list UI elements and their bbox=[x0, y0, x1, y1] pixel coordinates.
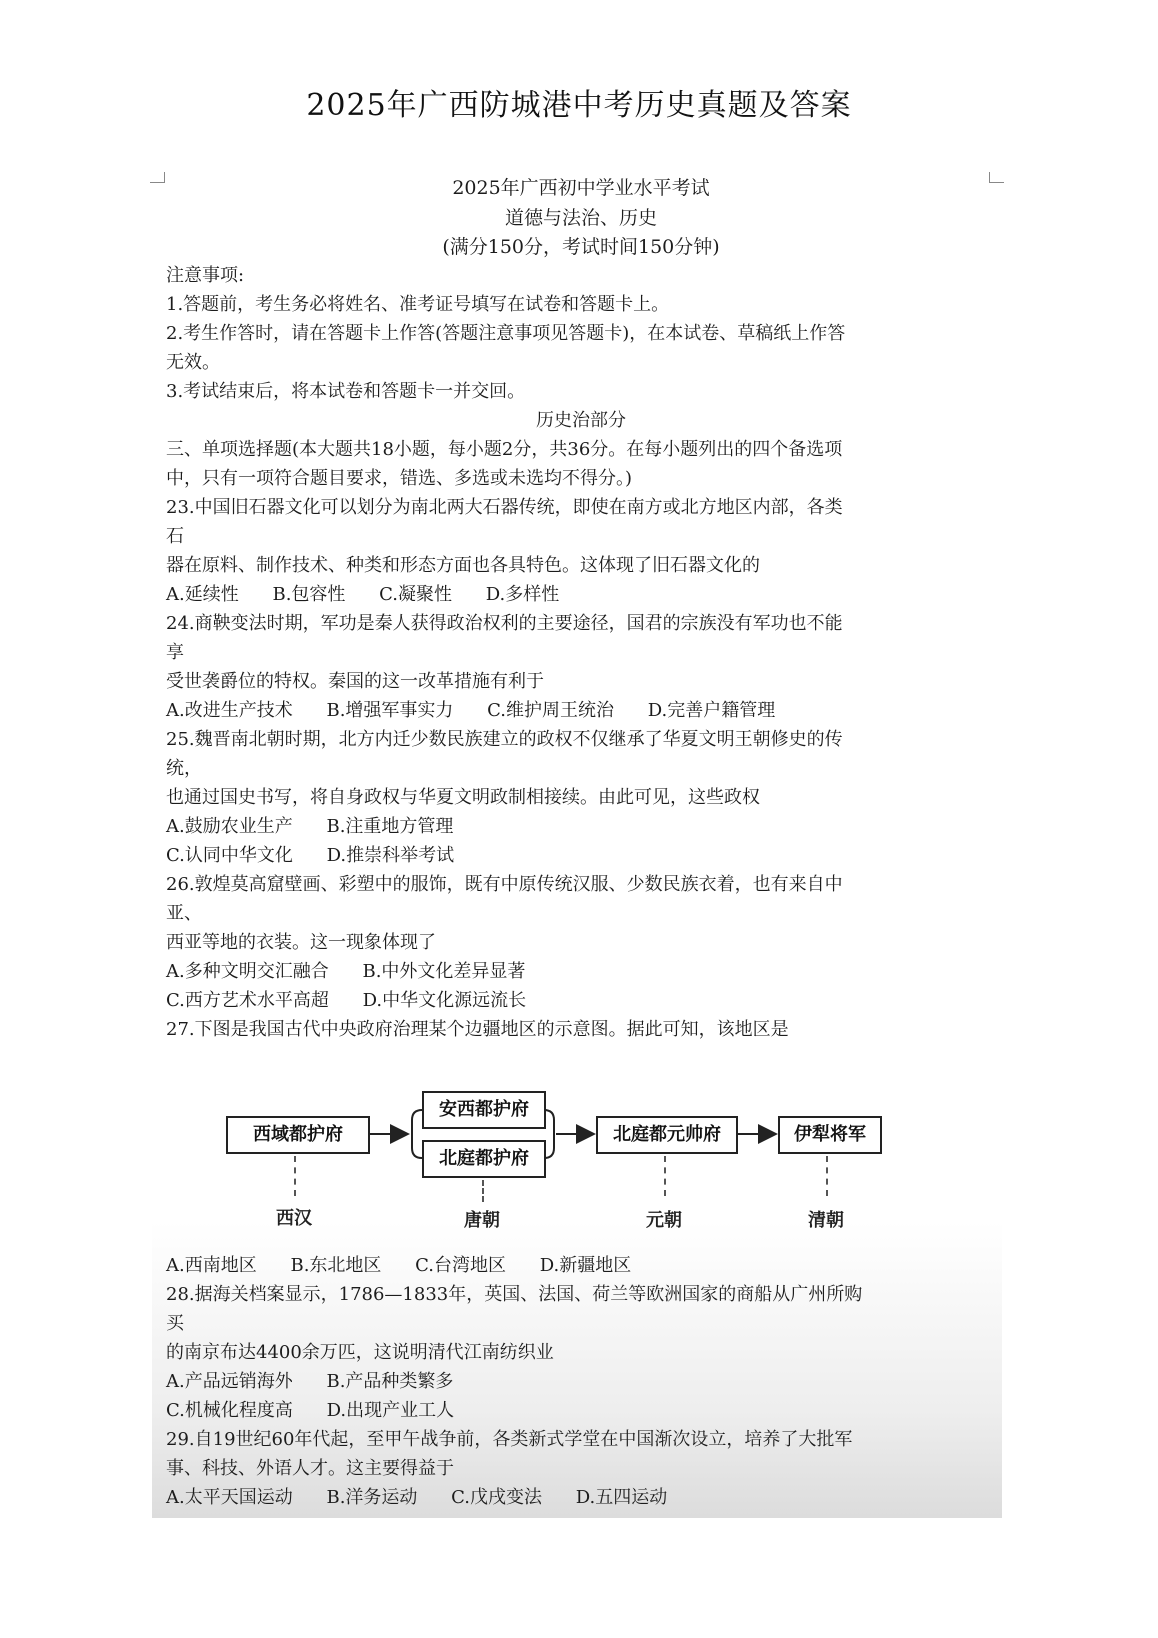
exam-header bbox=[166, 174, 996, 204]
question-stem: 石 bbox=[166, 526, 184, 547]
option-a: A.鼓励农业生产 bbox=[166, 816, 293, 837]
option-d: D.多样性 bbox=[485, 584, 560, 605]
option-c: C.凝聚性 bbox=[379, 584, 453, 605]
option-b: B.增强军事实力 bbox=[326, 700, 454, 721]
question-options bbox=[166, 1367, 481, 1397]
question-options bbox=[166, 1483, 695, 1513]
dashed-connector bbox=[826, 1156, 828, 1196]
option-b: B.注重地方管理 bbox=[326, 816, 454, 837]
question-options bbox=[166, 696, 803, 726]
option-c: C.机械化程度高 bbox=[166, 1400, 293, 1421]
option-d: D.五四运动 bbox=[575, 1487, 668, 1508]
dashed-connector bbox=[294, 1156, 296, 1196]
option-a: A.延续性 bbox=[166, 584, 239, 605]
era-label: 元朝 bbox=[646, 1210, 682, 1231]
option-c: C.维护周王统治 bbox=[487, 700, 615, 721]
option-c: C.戊戌变法 bbox=[451, 1487, 543, 1508]
option-d: D.新疆地区 bbox=[539, 1255, 632, 1276]
question-stem: 的南京布达4400余万匹，这说明清代江南纺织业 bbox=[166, 1342, 554, 1363]
question-stem: 24.商鞅变法时期，军功是秦人获得政治权利的主要途径，国君的宗族没有军功也不能 bbox=[166, 613, 843, 634]
note-item: 无效。 bbox=[166, 352, 220, 373]
question-options bbox=[166, 1396, 482, 1426]
option-a: A.改进生产技术 bbox=[166, 700, 293, 721]
option-c: C.西方艺术水平高超 bbox=[166, 990, 329, 1011]
page-title: 2025年广西防城港中考历史真题及答案 bbox=[306, 88, 852, 123]
option-b: B.产品种类繁多 bbox=[326, 1371, 454, 1392]
question-options bbox=[166, 1251, 659, 1281]
question-options bbox=[166, 580, 587, 610]
option-a: A.多种文明交汇融合 bbox=[166, 961, 329, 982]
section-title: 历史治部分 bbox=[536, 410, 626, 431]
option-b: B.东北地区 bbox=[290, 1255, 382, 1276]
era-label: 西汉 bbox=[276, 1208, 312, 1229]
diagram-box-anxi: 安西都护府 bbox=[422, 1091, 546, 1129]
question-stem: 23.中国旧石器文化可以划分为南北两大石器传统，即使在南方或北方地区内部，各类 bbox=[166, 497, 843, 518]
diagram-box-yili: 伊犁将军 bbox=[778, 1116, 882, 1154]
exam-subjects: 道德与法治、历史 bbox=[504, 207, 657, 229]
exam-info: (满分150分，考试时间150分钟) bbox=[442, 236, 720, 258]
exam-title: 2025年广西初中学业水平考试 bbox=[452, 177, 710, 199]
dashed-connector bbox=[664, 1156, 666, 1196]
frontier-governance-diagram bbox=[208, 1088, 908, 1248]
option-b: B.洋务运动 bbox=[326, 1487, 418, 1508]
note-item: 1.答题前，考生务必将姓名、准考证号填写在试卷和答题卡上。 bbox=[166, 294, 670, 315]
diagram-box-xiyu: 西域都护府 bbox=[226, 1116, 370, 1154]
bracket-left bbox=[412, 1110, 422, 1158]
note-item: 2.考生作答时，请在答题卡上作答(答题注意事项见答题卡)，在本试卷、草稿纸上作答 bbox=[166, 323, 846, 344]
option-d: D.中华文化源远流长 bbox=[362, 990, 527, 1011]
question-stem: 统， bbox=[166, 758, 202, 779]
option-b: B.包容性 bbox=[272, 584, 346, 605]
question-options bbox=[166, 841, 482, 871]
question-stem: 西亚等地的衣装。这一现象体现了 bbox=[166, 932, 436, 953]
diagram-box-beiting-yuanshuai: 北庭都元帅府 bbox=[596, 1116, 738, 1154]
option-d: D.出现产业工人 bbox=[326, 1400, 455, 1421]
option-b: B.中外文化差异显著 bbox=[362, 961, 526, 982]
diagram-box-beiting: 北庭都护府 bbox=[422, 1140, 546, 1178]
section-intro: 三、单项选择题(本大题共18小题，每小题2分，共36分。在每小题列出的四个备选项 bbox=[166, 439, 843, 460]
question-stem: 事、科技、外语人才。这主要得益于 bbox=[166, 1458, 454, 1479]
scanned-exam-page bbox=[152, 168, 1002, 1518]
question-options bbox=[166, 812, 481, 842]
corner-mark bbox=[150, 172, 165, 183]
diagram-arrows bbox=[208, 1088, 908, 1248]
option-c: C.台湾地区 bbox=[415, 1255, 507, 1276]
option-d: D.完善户籍管理 bbox=[647, 700, 776, 721]
question-stem: 29.自19世纪60年代起，至甲午战争前，各类新式学堂在中国渐次设立，培养了大批军 bbox=[166, 1429, 853, 1450]
question-stem: 受世袭爵位的特权。秦国的这一改革措施有利于 bbox=[166, 671, 544, 692]
question-stem: 买 bbox=[166, 1313, 184, 1334]
era-label: 清朝 bbox=[808, 1210, 844, 1231]
question-stem: 器在原料、制作技术、种类和形态方面也各具特色。这体现了旧石器文化的 bbox=[166, 555, 760, 576]
question-stem: 28.据海关档案显示，1786—1833年，英国、法国、荷兰等欧洲国家的商船从广州所购 bbox=[166, 1284, 863, 1305]
dashed-connector bbox=[482, 1180, 484, 1202]
question-stem: 27.下图是我国古代中央政府治理某个边疆地区的示意图。据此可知，该地区是 bbox=[166, 1019, 789, 1040]
question-stem: 25.魏晋南北朝时期，北方内迁少数民族建立的政权不仅继承了华夏文明王朝修史的传 bbox=[166, 729, 843, 750]
option-a: A.产品远销海外 bbox=[166, 1371, 293, 1392]
section-intro: 中，只有一项符合题目要求，错选、多选或未选均不得分。) bbox=[166, 468, 633, 489]
question-stem: 亚、 bbox=[166, 903, 202, 924]
question-stem: 享 bbox=[166, 642, 184, 663]
option-c: C.认同中华文化 bbox=[166, 845, 293, 866]
question-stem: 26.敦煌莫高窟壁画、彩塑中的服饰，既有中原传统汉服、少数民族衣着，也有来自中 bbox=[166, 874, 843, 895]
question-options bbox=[166, 986, 554, 1016]
option-a: A.西南地区 bbox=[166, 1255, 257, 1276]
note-item: 3.考试结束后，将本试卷和答题卡一并交回。 bbox=[166, 381, 526, 402]
notes-heading: 注意事项: bbox=[166, 265, 245, 286]
era-label: 唐朝 bbox=[464, 1210, 500, 1231]
question-options bbox=[166, 957, 553, 987]
option-d: D.推崇科举考试 bbox=[326, 845, 455, 866]
option-a: A.太平天国运动 bbox=[166, 1487, 293, 1508]
question-stem: 也通过国史书写，将自身政权与华夏文明政制相接续。由此可见，这些政权 bbox=[166, 787, 760, 808]
